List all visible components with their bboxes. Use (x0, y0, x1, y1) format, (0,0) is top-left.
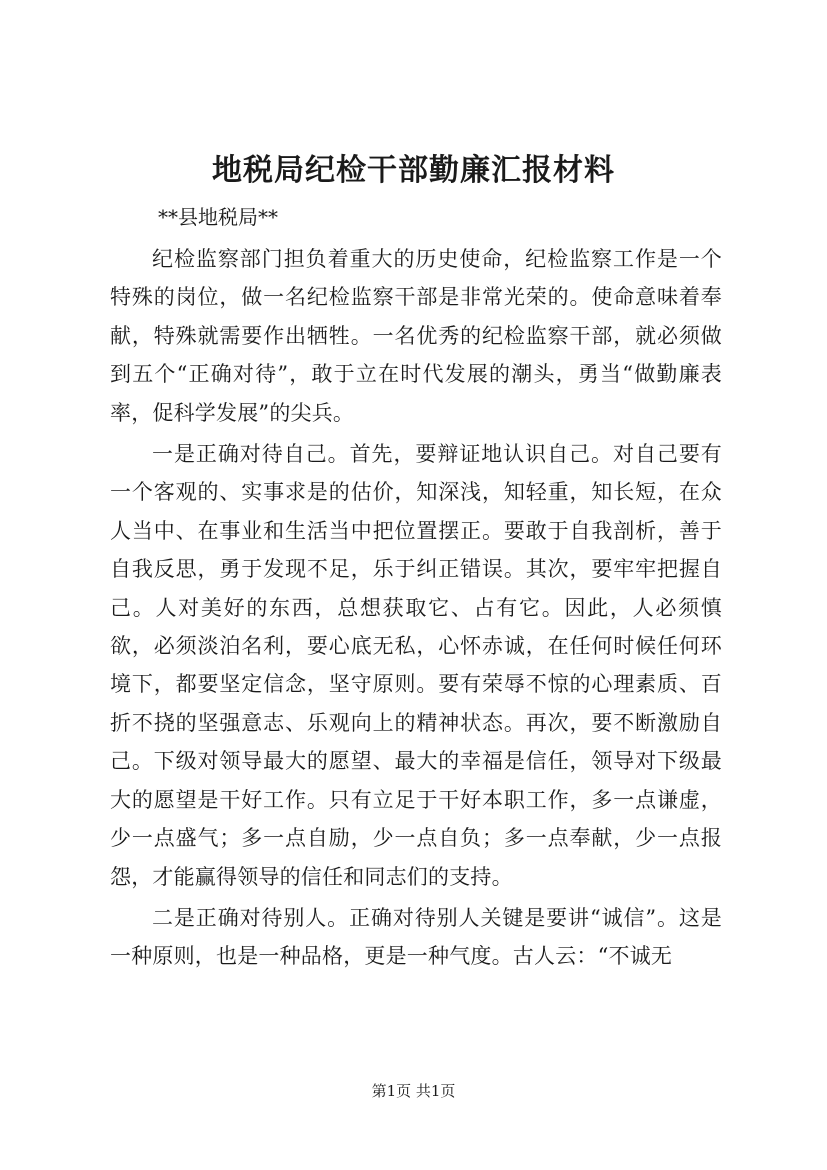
document-title: 地税局纪检干部勤廉汇报材料 (212, 153, 615, 188)
author-line: **县地税局** (158, 205, 278, 229)
paragraph-treat-others: 二是正确对待别人。正确对待别人关键是要讲“诚信”。这是一种原则，也是一种品格，更是一种气度。古人云：“不诚无 (110, 905, 722, 969)
document-body (110, 198, 722, 976)
paragraph-intro: 纪检监察部门担负着重大的历史使命，纪检监察工作是一个特殊的岗位，做一名纪检监察干部是非常光荣的。使命意味着奉献，特殊就需要作出牺牲。一名优秀的纪检监察干部，就必须做到五个“正确对待”，敢于立在时代发展的潮头，勇当“做勤廉表率，促科学发展”的尖兵。 (110, 247, 722, 425)
paragraph-treat-self: 一是正确对待自己。首先，要辩证地认识自己。对自己要有一个客观的、实事求是的估价，知深浅，知轻重，知长短，在众人当中、在事业和生活当中把位置摆正。要敢于自我剖析，善于自我反思，勇于发现不足，乐于纠正错误。其次，要牢牢把握自己。人对美好的东西，总想获取它、占有它。因此，人必须慎欲，必须淡泊名利，要心底无私，心怀赤诚，在任何时候任何环境下，都要坚定信念，坚守原则。要有荣辱不惊的心理素质、百折不挠的坚强意志、乐观向上的精神状态。再次，要不断激励自己。下级对领导最大的愿望、最大的幸福是信任，领导对下级最大的愿望是干好工作。只有立足于干好本职工作，多一点谦虚，少一点盛气；多一点自励，少一点自负；多一点奉献，少一点报怨，才能赢得领导的信任和同志们的支持。 (110, 442, 722, 889)
page-footer: 第1页 共1页 (371, 1082, 456, 1100)
